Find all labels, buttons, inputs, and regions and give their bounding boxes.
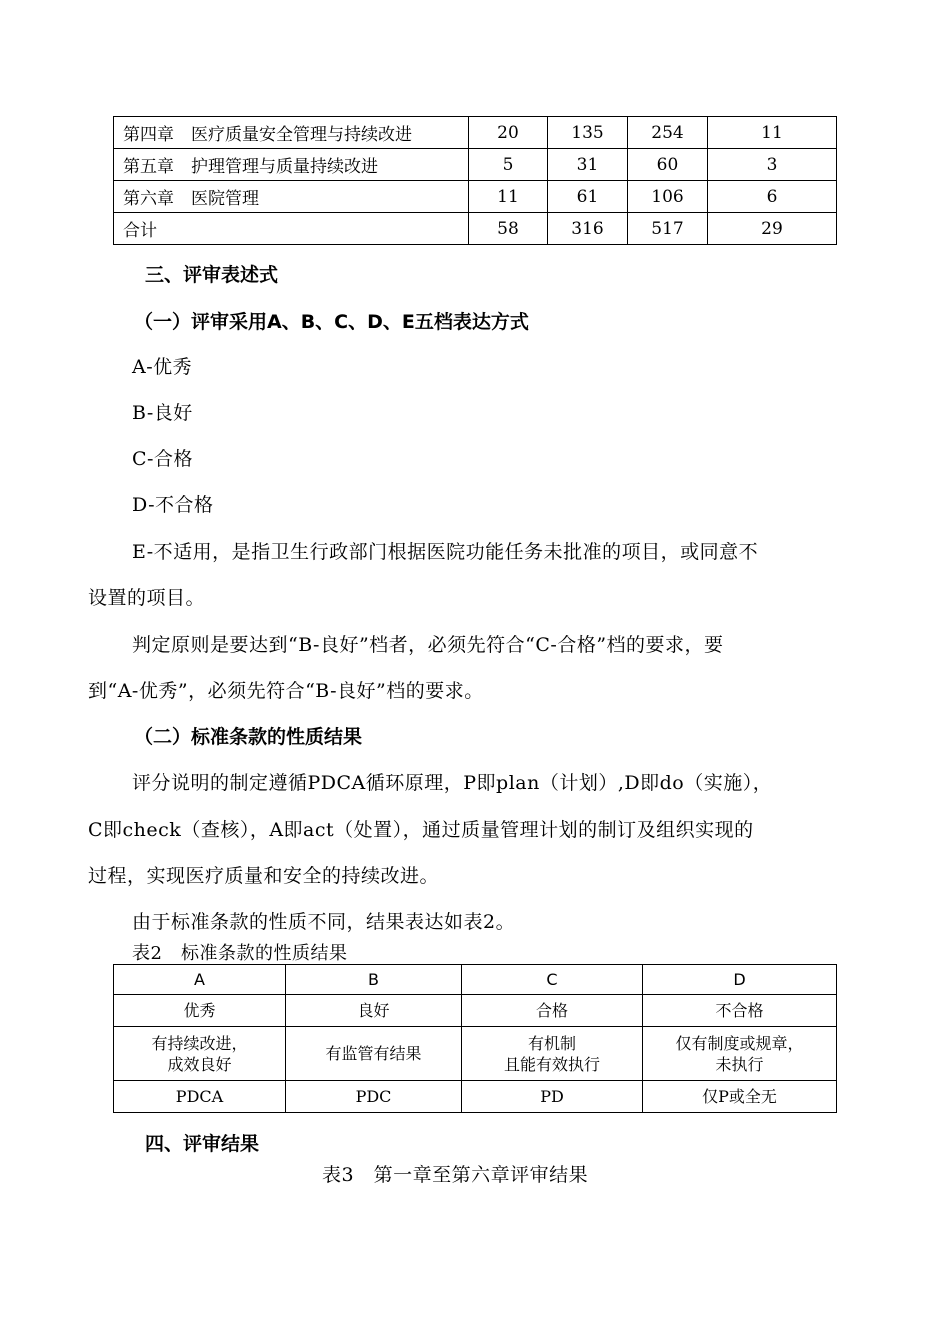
level-item: C-合格 xyxy=(132,448,193,470)
table-cell: 135 xyxy=(548,117,628,149)
table-header-row xyxy=(114,965,837,995)
paragraph-line: 判定原则是要达到“B-良好”档者，必须先符合“C-合格”档的要求，要 xyxy=(132,634,724,656)
paragraph-line: 由于标准条款的性质不同，结果表达如表2。 xyxy=(132,911,516,933)
subsection-heading: （一）评审采用A、B、C、D、E五档表达方式 xyxy=(134,311,529,333)
paragraph-line: E-不适用，是指卫生行政部门根据医院功能任务未批准的项目，或同意不 xyxy=(132,541,759,563)
table-cell: 合格 xyxy=(462,995,643,1027)
paragraph-line: C即check（查核），A即act（处置），通过质量管理计划的制订及组织实现的 xyxy=(88,819,754,841)
table-cell: 60 xyxy=(628,149,708,181)
table-row xyxy=(114,1027,837,1081)
column-header: C xyxy=(462,965,643,995)
table-cell: 58 xyxy=(469,213,548,245)
section-heading: 四、评审结果 xyxy=(145,1133,260,1155)
table-cell: 254 xyxy=(628,117,708,149)
level-item: A-优秀 xyxy=(132,356,193,378)
table-cell: 5 xyxy=(469,149,548,181)
table-cell: 合计 xyxy=(114,213,469,245)
column-header: A xyxy=(114,965,286,995)
table-cell: 仅P或全无 xyxy=(643,1081,837,1113)
table-cell: 第四章 医疗质量安全管理与持续改进 xyxy=(114,117,469,149)
paragraph-line: 设置的项目。 xyxy=(88,587,206,609)
table-cell xyxy=(643,1027,837,1081)
table-cell: 6 xyxy=(708,181,837,213)
cell-line: 仅有制度或规章， xyxy=(675,1033,804,1053)
column-header: D xyxy=(643,965,837,995)
table-cell xyxy=(462,1027,643,1081)
cell-line: 未执行 xyxy=(715,1054,764,1074)
table-row xyxy=(114,181,837,213)
subsection-heading: （二）标准条款的性质结果 xyxy=(134,726,363,748)
table-cell: 第六章 医院管理 xyxy=(114,181,469,213)
table-cell xyxy=(286,1027,462,1081)
cell-line: 有监管有结果 xyxy=(325,1044,422,1063)
table-row xyxy=(114,1081,837,1113)
standard-nature-table xyxy=(113,964,837,1113)
table-cell: 20 xyxy=(469,117,548,149)
table-cell: 106 xyxy=(628,181,708,213)
table-cell: 29 xyxy=(708,213,837,245)
cell-line: 成效良好 xyxy=(167,1054,232,1074)
table-cell: PDC xyxy=(286,1081,462,1113)
level-item: D-不合格 xyxy=(132,494,214,516)
column-header: B xyxy=(286,965,462,995)
table-cell: 优秀 xyxy=(114,995,286,1027)
section-heading: 三、评审表述式 xyxy=(145,264,279,286)
table-row xyxy=(114,995,837,1027)
table-row xyxy=(114,149,837,181)
table-cell: 11 xyxy=(708,117,837,149)
table-cell: 31 xyxy=(548,149,628,181)
table-caption: 表2 标准条款的性质结果 xyxy=(132,943,348,964)
table-cell: 第五章 护理管理与质量持续改进 xyxy=(114,149,469,181)
table-cell: 61 xyxy=(548,181,628,213)
paragraph-line: 过程，实现医疗质量和安全的持续改进。 xyxy=(88,865,440,887)
table-cell: 不合格 xyxy=(643,995,837,1027)
table-caption: 表3 第一章至第六章评审结果 xyxy=(322,1164,589,1186)
cell-line: 有持续改进， xyxy=(151,1033,248,1053)
table-cell: 良好 xyxy=(286,995,462,1027)
table-row xyxy=(114,213,837,245)
table-cell: PDCA xyxy=(114,1081,286,1113)
cell-line: 有机制 xyxy=(527,1033,576,1053)
paragraph-line: 评分说明的制定遵循PDCA循环原理，P即plan（计划）,D即do（实施）， xyxy=(132,772,773,794)
table-cell: 316 xyxy=(548,213,628,245)
table-cell: 3 xyxy=(708,149,837,181)
table-cell: 11 xyxy=(469,181,548,213)
level-item: B-良好 xyxy=(132,402,193,424)
table-cell xyxy=(114,1027,286,1081)
paragraph-line: 到“A-优秀”，必须先符合“B-良好”档的要求。 xyxy=(88,680,484,702)
chapter-summary-table xyxy=(113,116,837,245)
cell-line: 且能有效执行 xyxy=(503,1054,600,1074)
table-row xyxy=(114,117,837,149)
table-cell: PD xyxy=(462,1081,643,1113)
table-cell: 517 xyxy=(628,213,708,245)
